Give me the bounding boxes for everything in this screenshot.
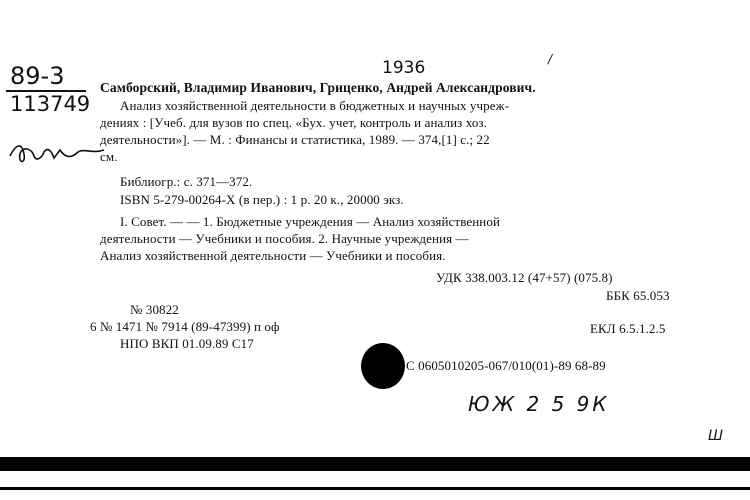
subject-line-2: деятельности — Учебники и пособия. 2. Научные учреждения — <box>100 231 469 246</box>
entry-title-line-3: деятельности»]. — М. : Финансы и статистика, 1989. — 374,[1] с.; 22 <box>100 132 490 147</box>
entry-header: Самборский, Владимир Иванович, Гриценко, Андрей Александрович. <box>100 80 536 95</box>
ink-blot <box>361 343 405 389</box>
scan-border-thin <box>0 487 750 490</box>
handwritten-corner-mark: Ш <box>708 428 723 444</box>
scan-border-bar <box>0 457 750 471</box>
handwritten-tick: / <box>548 52 553 66</box>
subject-line-3: Анализ хозяйственной деятельности — Учебники и пособия. <box>100 248 446 263</box>
npo-line: НПО ВКП 01.09.89 С17 <box>120 336 254 351</box>
order-line: 6 № 1471 № 7914 (89-47399) п оф <box>90 319 280 334</box>
publisher-code: С 0605010205-067/010(01)-89 68-89 <box>406 358 606 373</box>
handwritten-signature <box>8 138 108 168</box>
ekl: ЕКЛ 6.5.1.2.5 <box>590 321 666 336</box>
entry-title-line-4: см. <box>100 149 118 164</box>
handwritten-top-number: 1936 <box>382 58 426 78</box>
call-number-line1: 89-3 <box>10 62 65 90</box>
udk: УДК 338.003.12 (47+57) (075.8) <box>436 270 613 285</box>
card-number: № 30822 <box>130 302 179 317</box>
isbn: ISBN 5-279-00264-X (в пер.) : 1 р. 20 к., 20000 экз. <box>120 192 404 207</box>
subject-line-1: I. Совет. — — 1. Бюджетные учреждения — Анализ хозяйственной <box>120 214 500 229</box>
call-number-line2: 113749 <box>10 92 91 116</box>
handwritten-shelf-mark: ЮЖ 2 5 9К <box>468 392 610 416</box>
entry-title-line-2: дениях : [Учеб. для вузов по спец. «Бух. учет, контроль и анализ хоз. <box>100 115 488 130</box>
bibliography: Библиогр.: с. 371—372. <box>120 174 253 189</box>
bbk: ББК 65.053 <box>606 288 670 303</box>
entry-title-line-1: Анализ хозяйственной деятельности в бюджетных и научных учреж- <box>120 98 510 113</box>
